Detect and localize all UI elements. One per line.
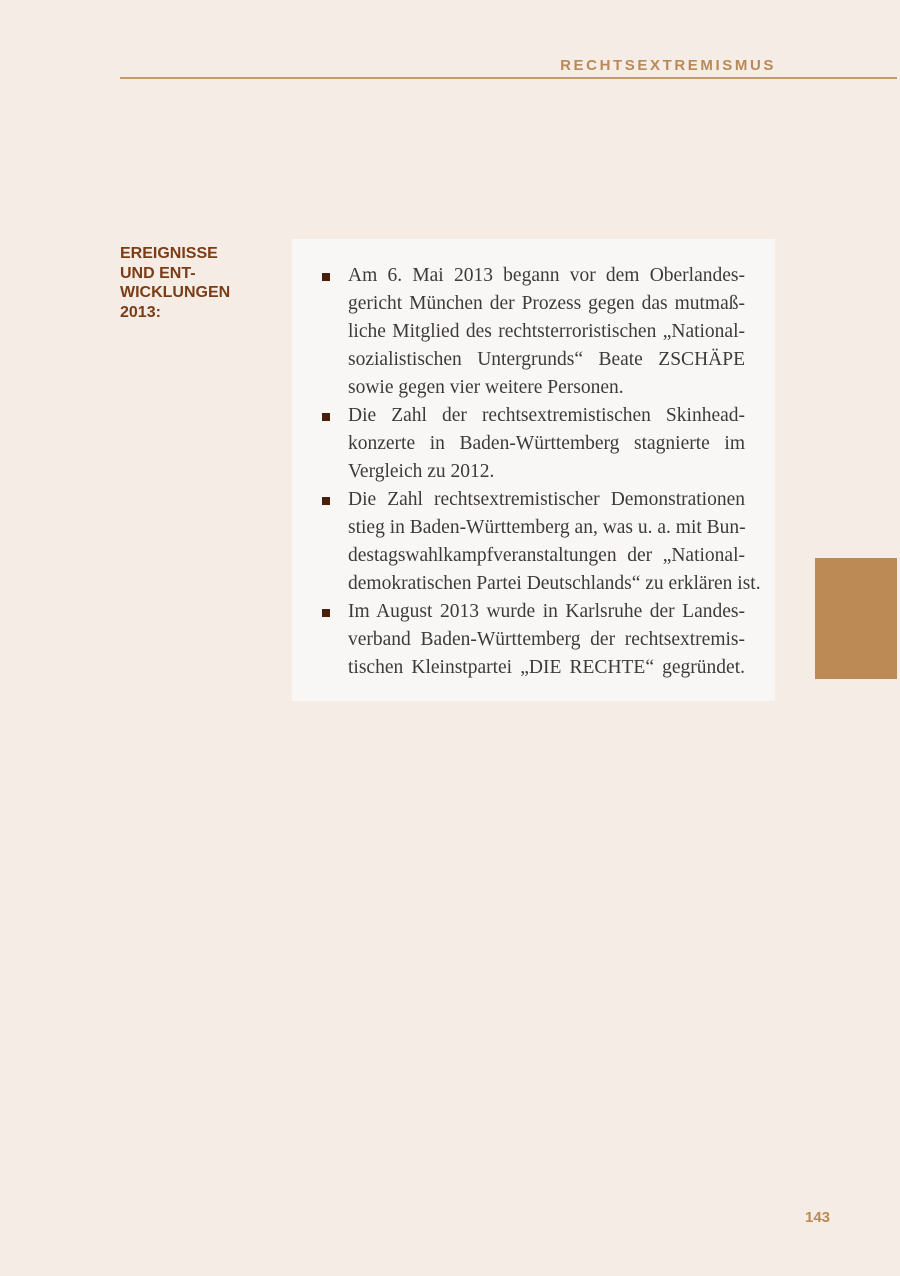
running-header: RECHTSEXTREMISMUS	[560, 57, 776, 74]
side-heading-line: WICKLUNGEN	[120, 284, 231, 301]
text-line: tischen Kleinstpartei „DIE RECHTE“ gegründet.	[348, 657, 745, 678]
text-line: liche Mitglied des rechtsterroristischen „National-	[348, 321, 745, 342]
side-heading-line: EREIGNISSE	[120, 245, 218, 262]
header-divider	[120, 77, 897, 79]
text-line: destagswahlkampfveranstaltungen der „National-	[348, 545, 745, 566]
list-item	[322, 598, 745, 682]
chapter-tab	[815, 558, 897, 679]
side-heading-line: 2013:	[120, 303, 161, 321]
list-item	[322, 262, 745, 402]
square-bullet-icon	[322, 609, 330, 617]
list-item	[322, 486, 761, 598]
side-heading	[120, 244, 280, 322]
text-line: sowie gegen vier weitere Personen.	[348, 377, 624, 398]
square-bullet-icon	[322, 273, 330, 281]
text-line: Die Zahl der rechtsextremistischen Skinhead-	[348, 405, 745, 426]
text-line: sozialistischen Untergrunds“ Beate ZSCHÄPE	[348, 349, 745, 370]
text-line: gericht München der Prozess gegen das mutmaß-	[348, 293, 745, 314]
text-line: konzerte in Baden-Württemberg stagnierte im	[348, 433, 745, 454]
page-number: 143	[805, 1209, 831, 1226]
text-line: Im August 2013 wurde in Karlsruhe der Landes-	[348, 601, 745, 622]
event-list	[322, 262, 761, 682]
square-bullet-icon	[322, 497, 330, 505]
text-line: Am 6. Mai 2013 begann vor dem Oberlandes-	[348, 265, 745, 286]
text-line: Die Zahl rechtsextremistischer Demonstrationen	[348, 489, 745, 510]
text-line: demokratischen Partei Deutschlands“ zu erklären ist.	[348, 573, 761, 594]
square-bullet-icon	[322, 413, 330, 421]
text-line: stieg in Baden-Württemberg an, was u. a. mit Bun-	[348, 517, 746, 538]
text-line: verband Baden-Württemberg der rechtsextremis-	[348, 629, 745, 650]
text-line: Vergleich zu 2012.	[348, 461, 495, 482]
content-box	[292, 239, 775, 701]
side-heading-line: UND ENT-	[120, 264, 196, 282]
list-item	[322, 402, 745, 486]
